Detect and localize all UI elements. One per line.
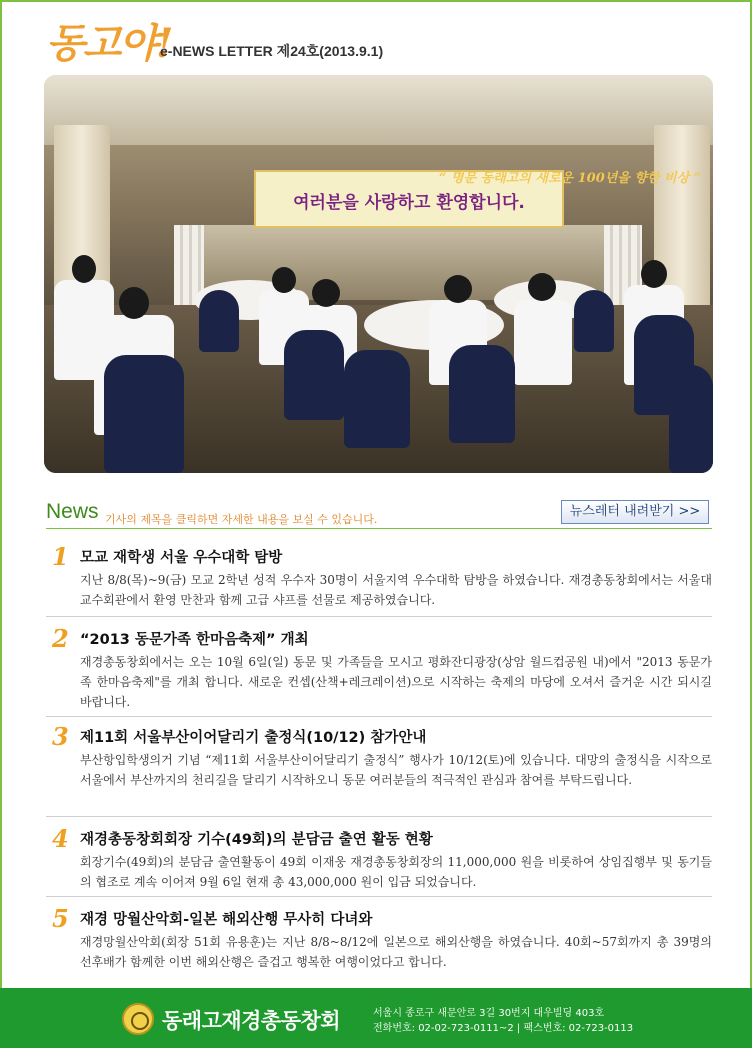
news-item-number: 2 bbox=[52, 624, 69, 653]
photo-person bbox=[514, 300, 572, 385]
newsletter-download-button[interactable]: 뉴스레터 내려받기 >> bbox=[561, 500, 709, 524]
footer-contact bbox=[373, 1006, 633, 1036]
news-item bbox=[46, 542, 712, 612]
news-separator bbox=[46, 616, 712, 617]
news-item-title-link[interactable]: 재경총동창회회장 기수(49회)의 분담금 출연 활동 현황 bbox=[80, 832, 433, 848]
news-item bbox=[46, 824, 712, 894]
photo-chair bbox=[284, 330, 344, 420]
issue-label: e-NEWS LETTER 제24호(2013.9.1) bbox=[160, 43, 384, 59]
photo-head bbox=[444, 275, 472, 303]
photo-chair bbox=[104, 355, 184, 473]
news-item-title-link[interactable]: 재경 망월산악회-일본 해외산행 무사히 다녀와 bbox=[80, 912, 373, 928]
photo-head bbox=[272, 267, 296, 293]
photo-chair bbox=[449, 345, 515, 443]
footer-address: 서울시 종로구 새문안로 3길 30번지 대우빌딩 403호 bbox=[373, 1008, 605, 1019]
newsletter-logo: 동고야! bbox=[46, 20, 172, 67]
news-item-body: 지난 8/8(목)~9(금) 모교 2학년 성적 우수자 30명이 서울지역 우수대학 탐방을 하였습니다. 재경총동창회에서는 서울대 교수회관에서 환영 만찬과 함께 고급 샤프를 선물로 제공하였습니다. bbox=[80, 573, 712, 607]
photo-chair bbox=[574, 290, 614, 352]
news-item-title-link[interactable]: “2013 동문가족 한마음축제” 개최 bbox=[80, 632, 309, 648]
school-seal-icon bbox=[122, 1003, 154, 1035]
news-heading: News bbox=[46, 500, 99, 523]
news-item-number: 4 bbox=[52, 824, 69, 853]
news-item-body: 재경총동창회에서는 오는 10월 6일(일) 동문 및 가족들을 모시고 평화잔디광장(상암 월드컵공원 내)에서 "2013 동문가족 한마음축제"를 개최 합니다. 새로운 컨셉(산책+레크레이션)으로 시작하는 축제의 마당에 오셔서 즐거운 시간 되시길 바랍니다. bbox=[80, 655, 712, 709]
footer-org-name: 동래고재경총동창회 bbox=[162, 1009, 341, 1033]
footer-phone-fax: 전화번호: 02-02-723-0111~2 | 팩스번호: 02-723-0113 bbox=[373, 1023, 634, 1034]
news-item-body: 재경망월산악회(회장 51회 유용훈)는 지난 8/8~8/12에 일본으로 해외산행을 하였습니다. 40회~57회까지 총 39명의 선후배가 함께한 이번 해외산행은 즐겁고 행복한 여행이었다고 합니다. bbox=[80, 935, 712, 969]
banner-text: 여러분을 사랑하고 환영합니다. bbox=[293, 193, 525, 213]
photo-head bbox=[641, 260, 667, 288]
news-separator bbox=[46, 716, 712, 717]
photo-chair bbox=[669, 365, 713, 473]
news-item-number: 3 bbox=[52, 722, 69, 751]
photo-head bbox=[72, 255, 96, 283]
news-item bbox=[46, 722, 712, 814]
news-item bbox=[46, 904, 712, 976]
news-separator bbox=[46, 816, 712, 817]
news-item-title-link[interactable]: 제11회 서울부산이어달리기 출정식(10/12) 참가안내 bbox=[80, 730, 427, 746]
news-item-number: 1 bbox=[52, 542, 69, 571]
news-item bbox=[46, 624, 712, 712]
photo-chair bbox=[199, 290, 239, 352]
news-item-body: 회장기수(49회)의 분담금 출연활동이 49회 이재웅 재경총동창회장의 11,000,000 원을 비롯하여 상임집행부 및 동기들의 협조로 계속 이어져 9월 6일 현재 총 43,000,000 원이 입금 되었습니다. bbox=[80, 855, 712, 889]
news-hint: 기사의 제목을 클릭하면 자세한 내용을 보실 수 있습니다. bbox=[105, 513, 378, 526]
photo-head bbox=[119, 287, 149, 319]
photo-head bbox=[528, 273, 556, 301]
photo-chair bbox=[344, 350, 410, 448]
news-separator bbox=[46, 896, 712, 897]
news-divider bbox=[46, 528, 712, 529]
news-item-number: 5 bbox=[52, 904, 69, 933]
photo-ceiling bbox=[44, 75, 713, 145]
news-item-title-link[interactable]: 모교 재학생 서울 우수대학 탐방 bbox=[80, 550, 283, 566]
news-item-body: 부산항입학생의거 기념 “제11회 서울부산이어달리기 출정식” 행사가 10/12(토)에 있습니다. 대망의 출정식을 시작으로 서울에서 부산까지의 천리길을 달리기 시작하오니 동문 여러분들의 적극적인 관심과 참여를 부탁드립니다. bbox=[80, 753, 712, 787]
photo-slogan: “ 명문 동래고의 새로운 100년을 향한 비상 ” bbox=[439, 171, 702, 186]
photo-head bbox=[312, 279, 340, 307]
event-photo bbox=[44, 75, 713, 473]
